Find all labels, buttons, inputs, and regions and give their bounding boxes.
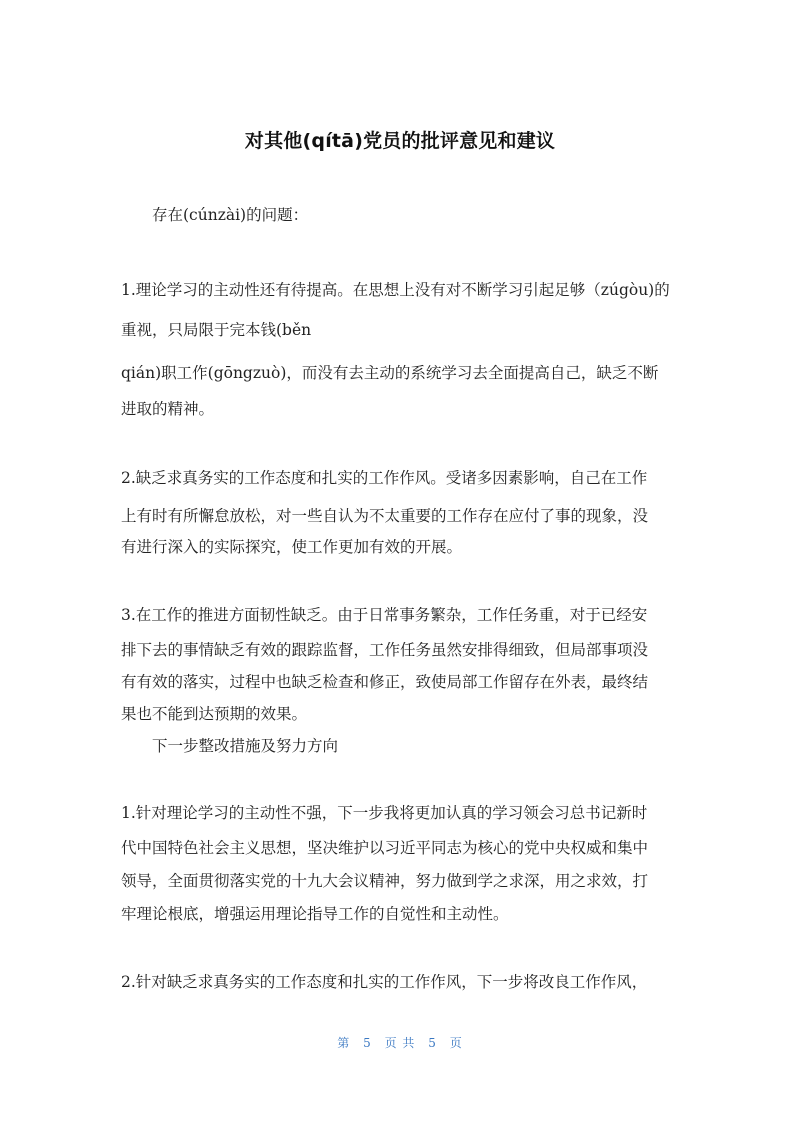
footer-current-page: 5 xyxy=(363,1036,372,1050)
document-title: 对其他(qítā)党员的批评意见和建议 xyxy=(244,130,556,152)
paragraph-line: 领导，全面贯彻落实党的十九大会议精神，努力做到学之求深，用之求效，打 xyxy=(121,872,649,890)
page-footer xyxy=(0,1034,800,1051)
footer-total-pages: 5 xyxy=(428,1036,437,1050)
footer-unit-label: 页 xyxy=(449,1036,463,1050)
paragraph-line: 1.针对理论学习的主动性不强，下一步我将更加认真的学习领会习总书记新时 xyxy=(121,804,648,822)
footer-page-label: 第 xyxy=(337,1036,351,1050)
paragraph-line: qián)职工作(gōngzuò)，而没有去主动的系统学习去全面提高自己，缺乏不断 xyxy=(121,364,659,382)
paragraph-line: 果也不能到达预期的效果。 xyxy=(121,705,308,723)
paragraph-line: 有有效的落实，过程中也缺乏检查和修正，致使局部工作留存在外表，最终结 xyxy=(121,673,649,691)
paragraph-line: 1.理论学习的主动性还有待提高。在思想上没有对不断学习引起足够（zúgòu)的 xyxy=(121,281,670,299)
section-heading-problems: 存在(cúnzài)的问题： xyxy=(152,206,309,224)
paragraph-line: 代中国特色社会主义思想，坚决维护以习近平同志为核心的党中央权威和集中 xyxy=(121,839,649,857)
paragraph-line: 排下去的事情缺乏有效的跟踪监督，工作任务虽然安排得细致，但局部事项没 xyxy=(121,641,649,659)
paragraph-line: 上有时有所懈怠放松，对一些自认为不太重要的工作存在应付了事的现象，没 xyxy=(121,507,649,525)
footer-of-label: 页 共 xyxy=(384,1036,416,1050)
paragraph-line: 牢理论根底，增强运用理论指导工作的自觉性和主动性。 xyxy=(121,905,509,923)
paragraph-line: 进取的精神。 xyxy=(121,400,215,418)
paragraph-line: 2.针对缺乏求真务实的工作态度和扎实的工作作风，下一步将改良工作作风， xyxy=(121,973,648,991)
paragraph-line: 重视，只局限于完本钱(běn xyxy=(121,321,312,339)
paragraph-line: 3.在工作的推进方面韧性缺乏。由于日常事务繁杂，工作任务重，对于已经安 xyxy=(121,606,648,624)
section-heading-measures: 下一步整改措施及努力方向 xyxy=(152,737,339,755)
paragraph-line: 有进行深入的实际探究，使工作更加有效的开展。 xyxy=(121,538,463,556)
paragraph-line: 2.缺乏求真务实的工作态度和扎实的工作作风。受诸多因素影响，自己在工作 xyxy=(121,469,648,487)
